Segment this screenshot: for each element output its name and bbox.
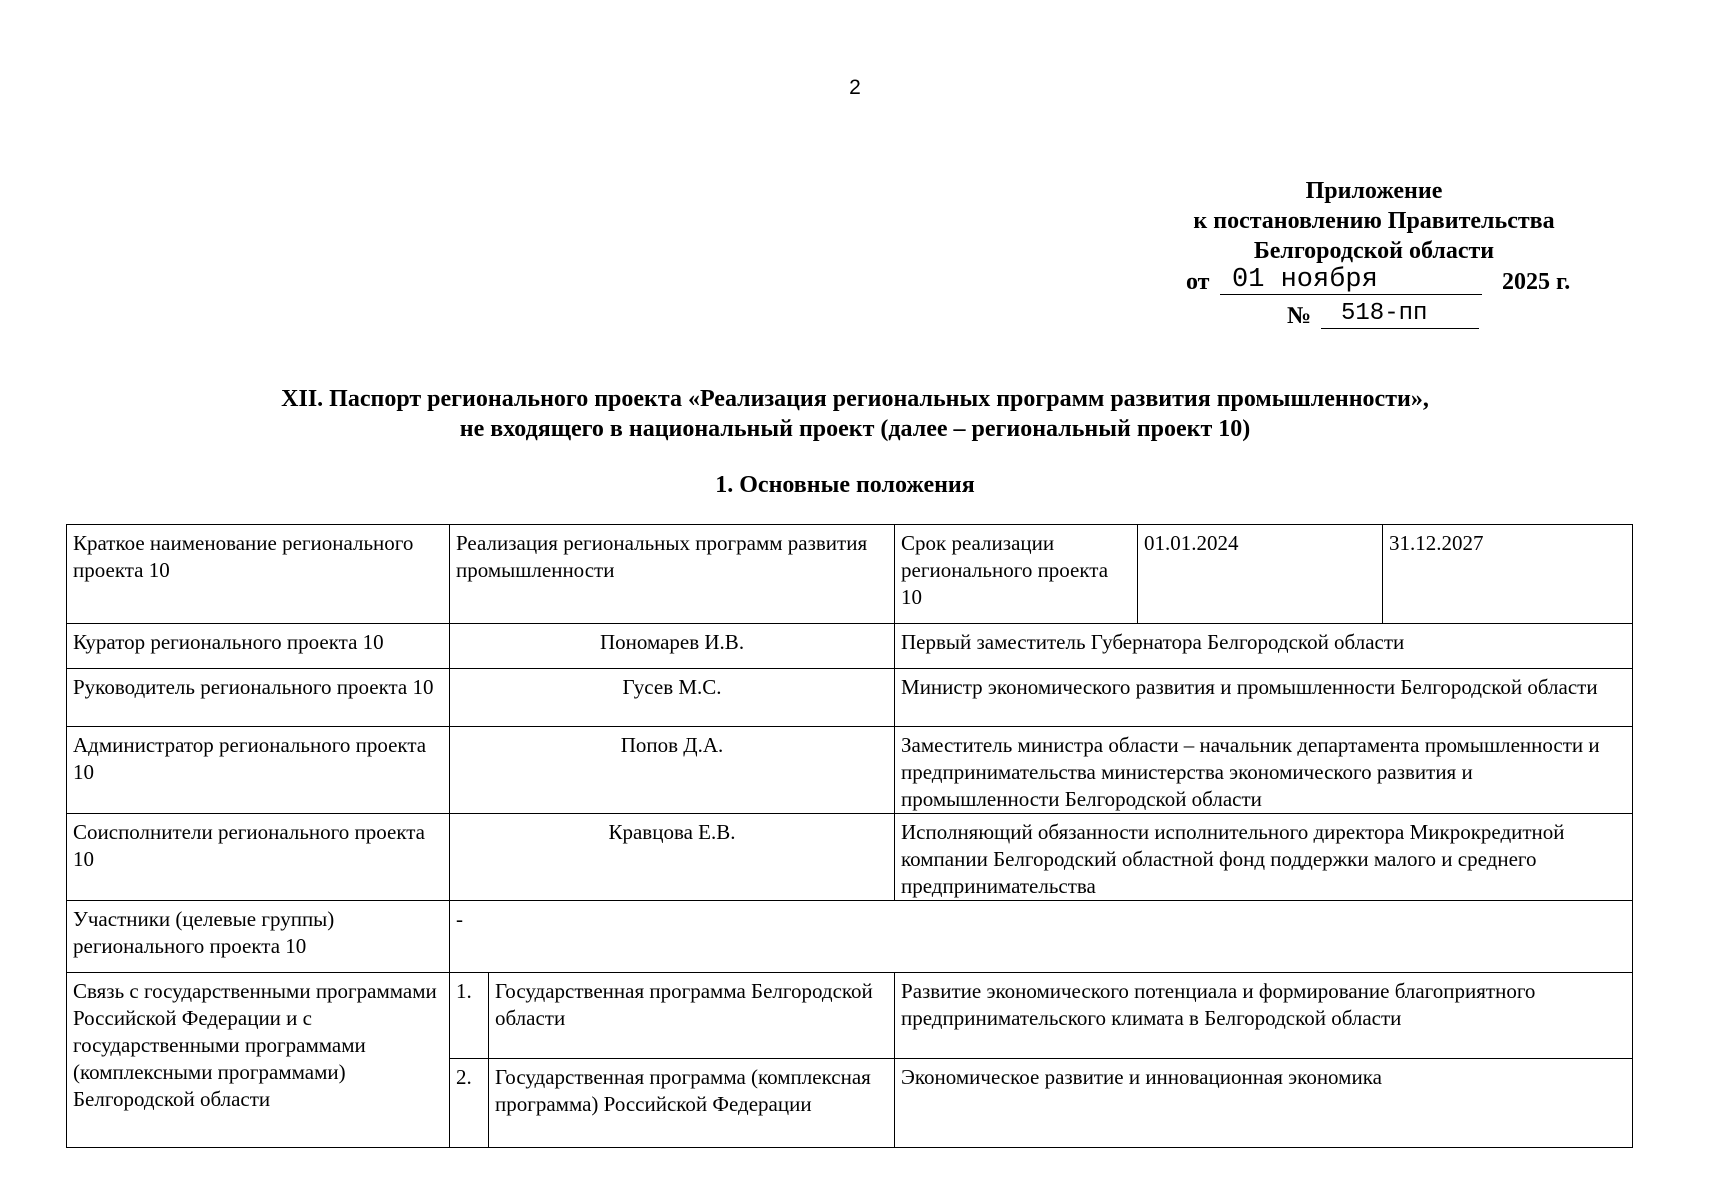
resolution-number-line — [1287, 300, 1587, 332]
document-title-line-1: XII. Паспорт регионального проекта «Реализация региональных программ развития промышленности», — [281, 386, 1429, 412]
term-start: 01.01.2024 — [1138, 525, 1383, 624]
short-name-value: Реализация региональных программ развития промышленности — [450, 525, 895, 624]
head-name: Гусев М.С. — [450, 669, 895, 727]
program-links-label: Связь с государственными программами Российской Федерации и с государственными программами (комплексными программами) Белгородской области — [67, 973, 450, 1148]
document-title — [0, 384, 1710, 444]
resolution-year: 2025 г. — [1502, 269, 1571, 295]
admin-label: Администратор регионального проекта 10 — [67, 727, 450, 814]
appendix-region-line: Белгородской области — [1253, 238, 1495, 264]
number-prefix: № — [1287, 303, 1312, 329]
program-link-name: Развитие экономического потенциала и формирование благоприятного предпринимательского климата в Белгородской области — [895, 973, 1633, 1059]
resolution-date-line — [1186, 266, 1581, 298]
resolution-date: 01 ноября — [1220, 266, 1482, 295]
table-row-curator — [67, 624, 1633, 669]
passport-table — [66, 524, 1633, 1148]
table-row-administrator — [67, 727, 1633, 814]
section-title: 1. Основные положения — [715, 472, 975, 498]
head-position: Министр экономического развития и промышленности Белгородской области — [895, 669, 1633, 727]
appendix-title: Приложение — [1305, 178, 1443, 204]
coexec-label: Соисполнители регионального проекта 10 — [67, 814, 450, 901]
term-end: 31.12.2027 — [1383, 525, 1633, 624]
table-row-head — [67, 669, 1633, 727]
table-row-short-name — [67, 525, 1633, 624]
appendix-header — [1150, 176, 1598, 266]
document-title-line-2: не входящего в национальный проект (далее – региональный проект 10) — [459, 416, 1251, 442]
program-link-number: 2. — [450, 1059, 489, 1148]
program-link-number: 1. — [450, 973, 489, 1059]
date-prefix: от — [1186, 269, 1210, 295]
term-label: Срок реализации регионального проекта 10 — [895, 525, 1138, 624]
short-name-label: Краткое наименование регионального проекта 10 — [67, 525, 450, 624]
program-link-name: Экономическое развитие и инновационная экономика — [895, 1059, 1633, 1148]
curator-name: Пономарев И.В. — [450, 624, 895, 669]
curator-label: Куратор регионального проекта 10 — [67, 624, 450, 669]
appendix-resolution-line: к постановлению Правительства — [1193, 208, 1555, 234]
coexec-position: Исполняющий обязанности исполнительного директора Микрокредитной компании Белгородский областной фонд поддержки малого и среднего предпринимательства — [895, 814, 1633, 901]
program-link-type: Государственная программа Белгородской области — [489, 973, 895, 1059]
resolution-number: 518-пп — [1321, 300, 1479, 329]
participants-label: Участники (целевые группы) регионального проекта 10 — [67, 901, 450, 973]
table-row-participants — [67, 901, 1633, 973]
page-number: 2 — [849, 76, 861, 99]
table-row-coexecutors — [67, 814, 1633, 901]
coexec-name: Кравцова Е.В. — [450, 814, 895, 901]
participants-value: - — [450, 901, 1633, 973]
program-link-type: Государственная программа (комплексная программа) Российской Федерации — [489, 1059, 895, 1148]
head-label: Руководитель регионального проекта 10 — [67, 669, 450, 727]
admin-name: Попов Д.А. — [450, 727, 895, 814]
curator-position: Первый заместитель Губернатора Белгородской области — [895, 624, 1633, 669]
admin-position: Заместитель министра области – начальник департамента промышленности и предпринимательства министерства экономического развития и промышленности Белгородской области — [895, 727, 1633, 814]
table-row-program-link-1 — [67, 973, 1633, 1059]
